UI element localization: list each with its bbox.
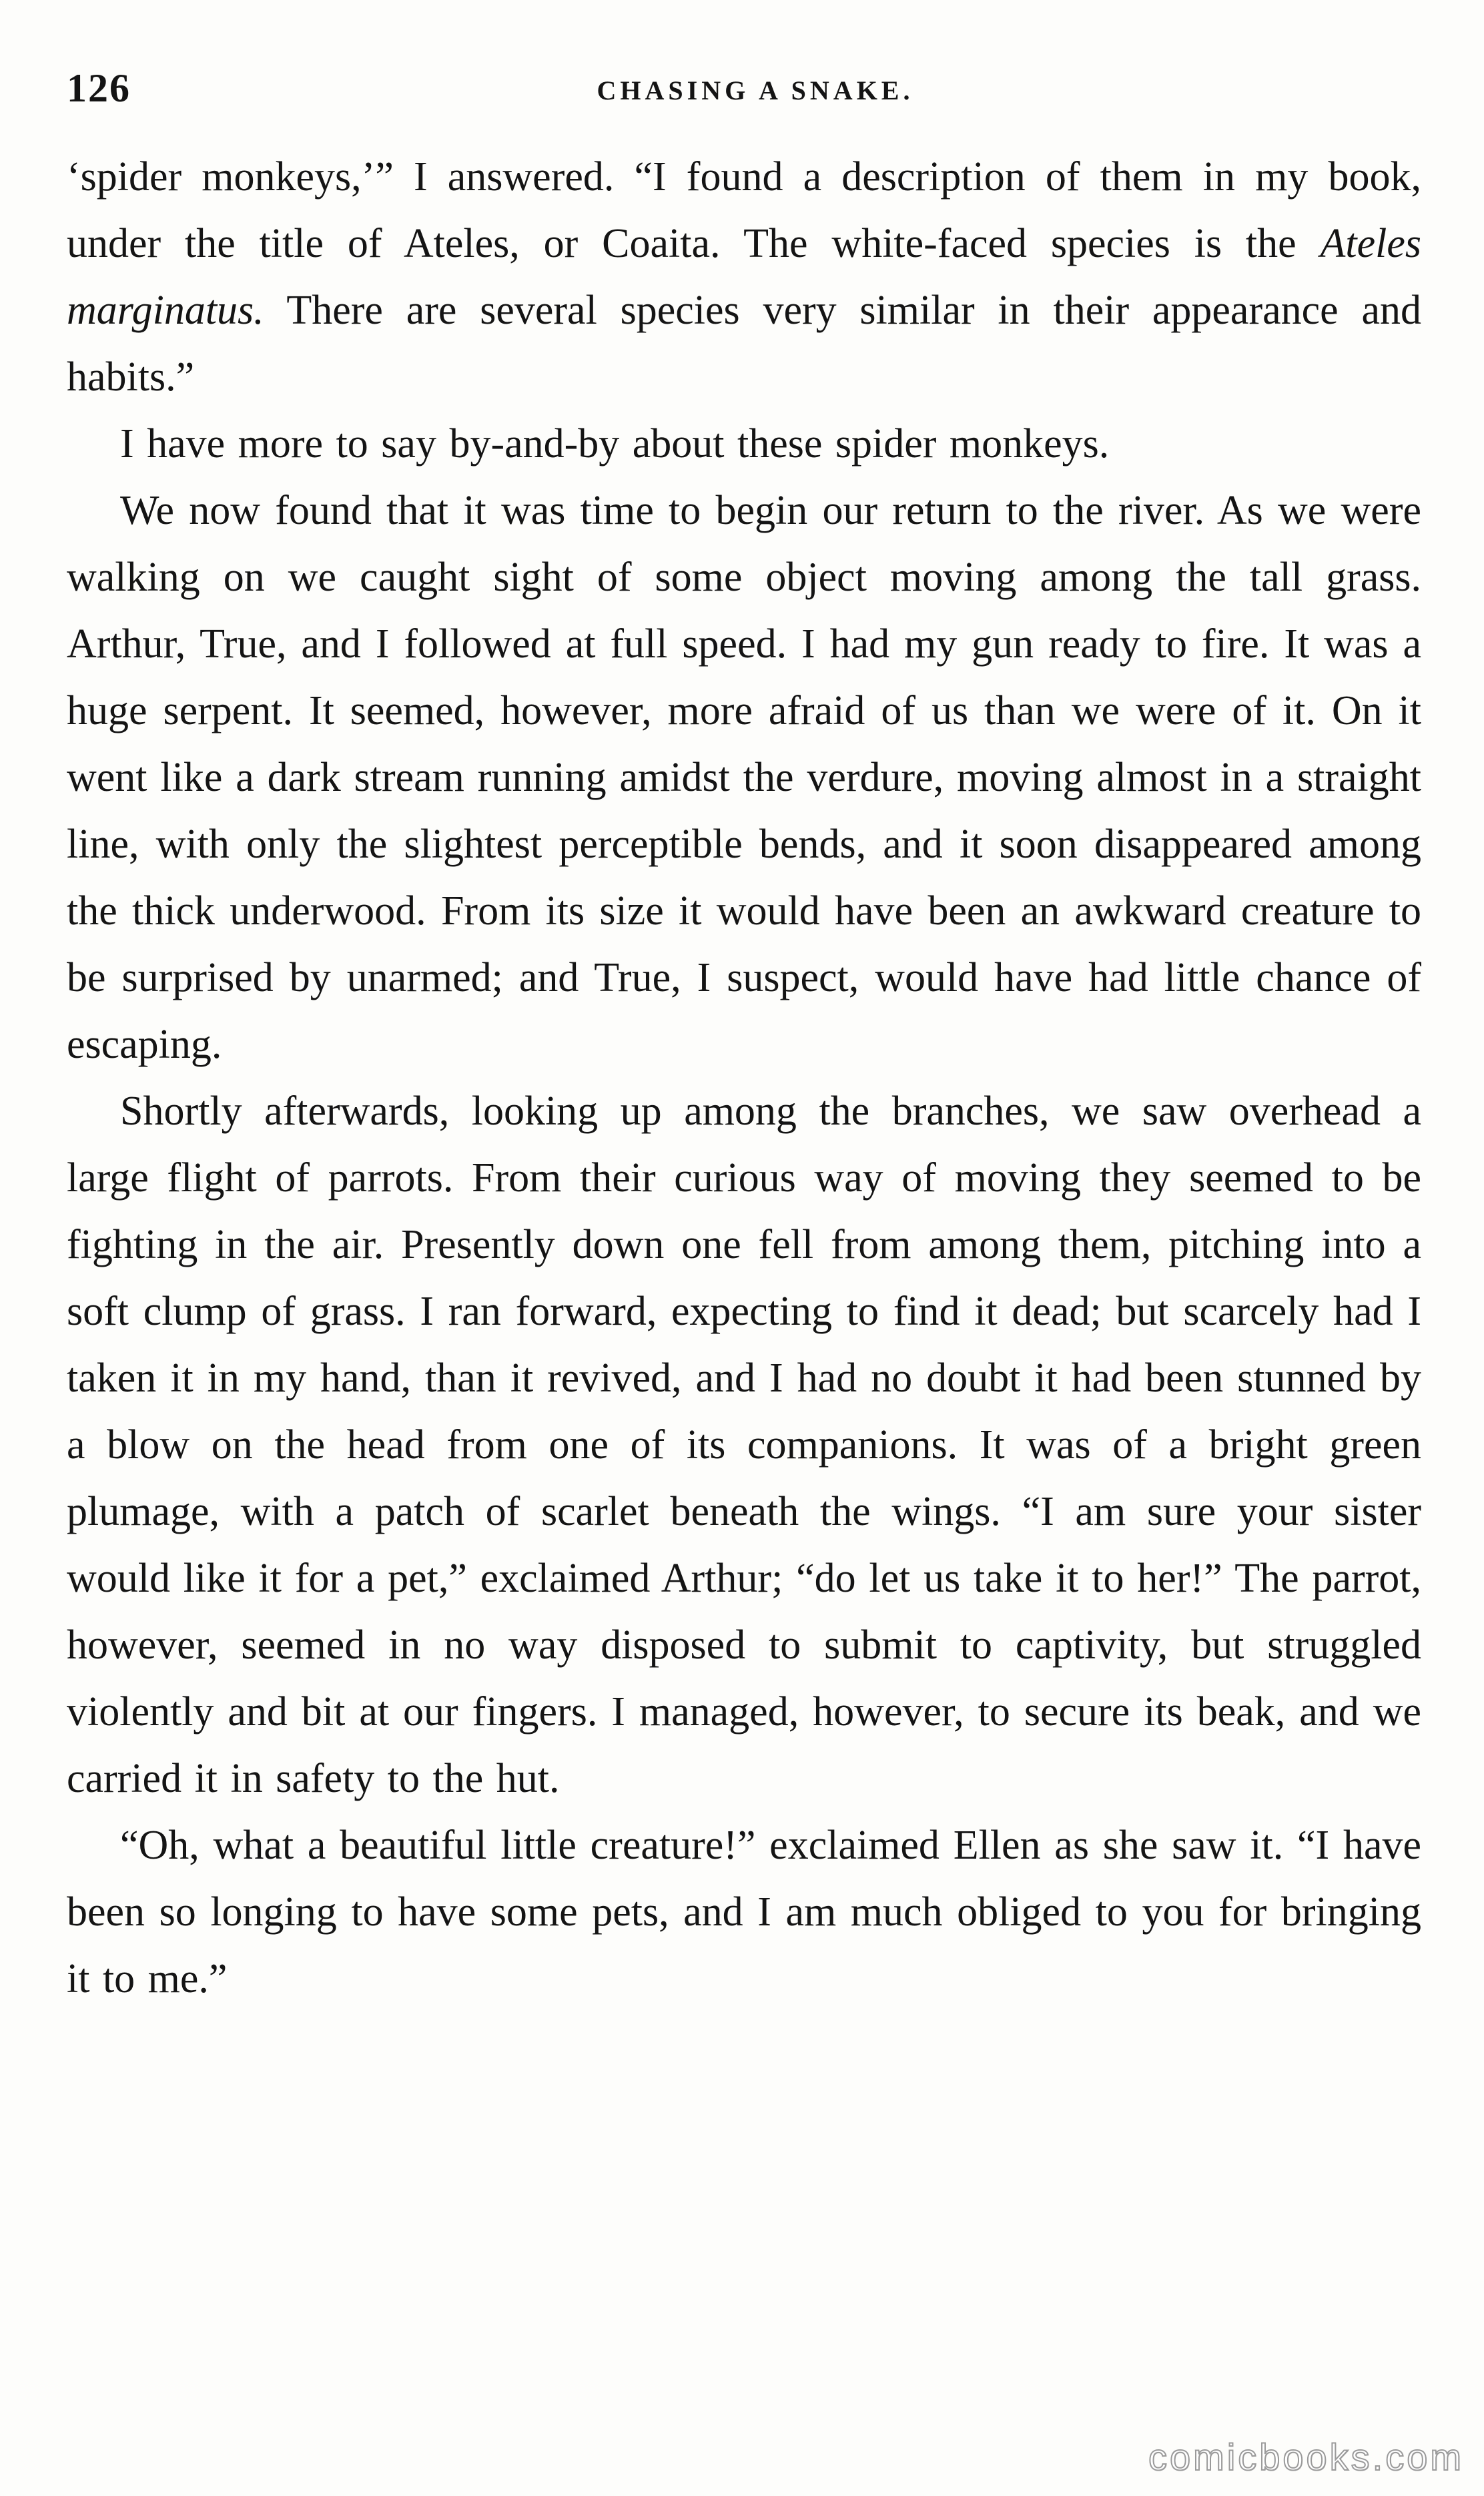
paragraph-serpent: We now found that it was time to begin our return to the river. As we were walking on we caught sight of some object moving among the tall grass. Arthur, True, and I followed at full speed. I had my gun ready to fire. It was a huge serpent. It seemed, however, more afraid of us than we were of it. On it went like a dark stream running amidst the verdure, moving almost in a straight line, with only the slightest perceptible bends, and it soon disappeared among the thick underwood. From its size it would have been an awkward creature to be surprised by unarmed; and True, I suspect, would have had little chance of escaping. [67,488,1421,1067]
running-head: CHASING A SNAKE. [597,75,914,105]
paragraph-ellen: “Oh, what a beautiful little creature!” exclaimed Ellen as she saw it. “I have been so longing to have some pets, and I am much obliged to you for bringing it to me.” [67,1823,1421,2001]
paragraph-spider-monkeys [67,143,1421,410]
paragraph-more-to-say: I have more to say by-and-by about these spider monkeys. [120,421,1110,466]
paragraph-text: ‘spider monkeys,’” I answered. “I found a description of them in my book, under the title of Ateles, or Coaita. The white-faced species is the [67,154,1421,266]
page-number: 126 [67,66,131,110]
paragraph-parrots: Shortly afterwards, looking up among the branches, we saw overhead a large flight of parrots. From their curious way of moving they seemed to be fighting in the air. Presently down one fell from among them, pitching into a soft clump of grass. I ran forward, expecting to find it dead; but scarcely had I taken it in my hand, than it revived, and I had no doubt it had been stunned by a blow on the head from one of its companions. It was of a bright green plumage, with a patch of scarlet beneath the wings. “I am sure your sister would like it for a pet,” exclaimed Arthur; “do let us take it to her!” The parrot, however, seemed in no way disposed to submit to captivity, but struggled violently and bit at our fingers. I managed, however, to secure its beak, and we carried it in safety to the hut. [67,1088,1421,1801]
watermark-logo: comicbooks.com [1148,2436,1464,2478]
paragraph-text: There are several species very similar in their appearance and habits.” [67,288,1421,400]
body-text [67,143,1421,2012]
species-name-italic: Ateles marginatus. [67,221,1421,333]
